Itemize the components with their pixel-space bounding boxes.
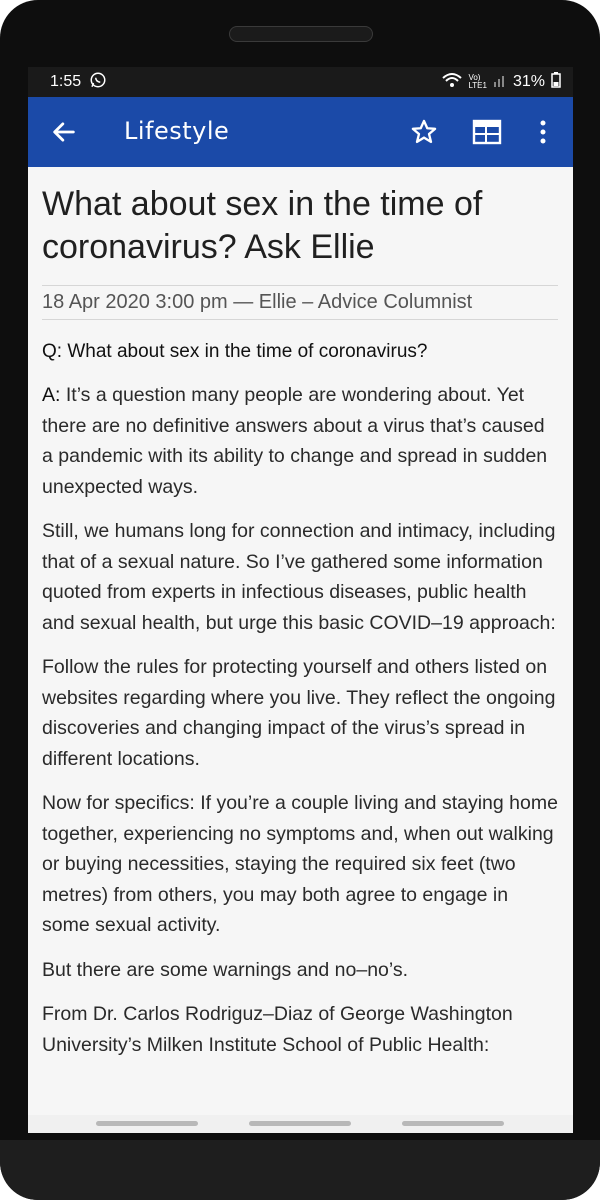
more-vert-icon[interactable] bbox=[533, 118, 553, 146]
article-byline: 18 Apr 2020 3:00 pm — Ellie – Advice Columnist bbox=[42, 285, 558, 320]
screen bbox=[28, 67, 573, 1133]
article-paragraph: From Dr. Carlos Rodriguz–Diaz of George Washington University’s Milken Institute School of Public Health: bbox=[42, 1003, 513, 1056]
nav-pill bbox=[249, 1121, 351, 1126]
article-paragraph: Follow the rules for protecting yourself and others listed on websites regarding where you live. They reflect the ongoing discoveries and changing impact of the virus’s spread in different locations. bbox=[42, 656, 556, 770]
network-label: Vo) LTE1 bbox=[468, 73, 487, 90]
battery-percent: 31% bbox=[512, 73, 545, 90]
signal-icon bbox=[493, 73, 507, 92]
article-answer bbox=[42, 380, 558, 502]
answer-label: A: bbox=[42, 384, 61, 406]
article-paragraph: Still, we humans long for connection and intimacy, including that of a sexual nature. So I’ve gathered some information quoted from experts in infectious diseases, public health and sexual health, but urge this basic COVID–19 approach: bbox=[42, 520, 556, 634]
status-bar bbox=[28, 67, 573, 97]
answer-text: It’s a question many people are wondering about. Yet there are no definitive answers about a virus that’s caused a pandemic with its ability to change and spread in sudden unexpected ways. bbox=[42, 384, 548, 498]
back-arrow-icon[interactable] bbox=[50, 118, 78, 146]
nav-pill bbox=[402, 1121, 504, 1126]
article-paragraph: But there are some warnings and no–no’s. bbox=[42, 958, 409, 981]
app-bar bbox=[28, 97, 573, 167]
article-headline: What about sex in the time of coronavirus? Ask Ellie bbox=[42, 185, 483, 266]
calendar-icon[interactable] bbox=[472, 118, 502, 146]
phone-speaker bbox=[229, 26, 373, 42]
bottom-nav-hint bbox=[28, 1115, 573, 1133]
nav-pill bbox=[96, 1121, 198, 1126]
article-content bbox=[42, 167, 558, 1074]
article-question: Q: What about sex in the time of coronavirus? bbox=[42, 341, 428, 362]
status-time: 1:55 bbox=[50, 73, 82, 90]
app-bar-title: Lifestyle bbox=[124, 117, 230, 145]
star-icon[interactable] bbox=[410, 118, 438, 146]
wifi-icon bbox=[442, 72, 462, 93]
whatsapp-icon bbox=[89, 71, 107, 94]
phone-chin bbox=[0, 1140, 600, 1200]
battery-icon bbox=[551, 72, 561, 93]
article-paragraph: Now for specifics: If you’re a couple living and staying home together, experiencing no symptoms and, when out walking or buying necessities, staying the required six feet (two metres) from others, you may both agree to engage in some sexual activity. bbox=[42, 792, 558, 936]
